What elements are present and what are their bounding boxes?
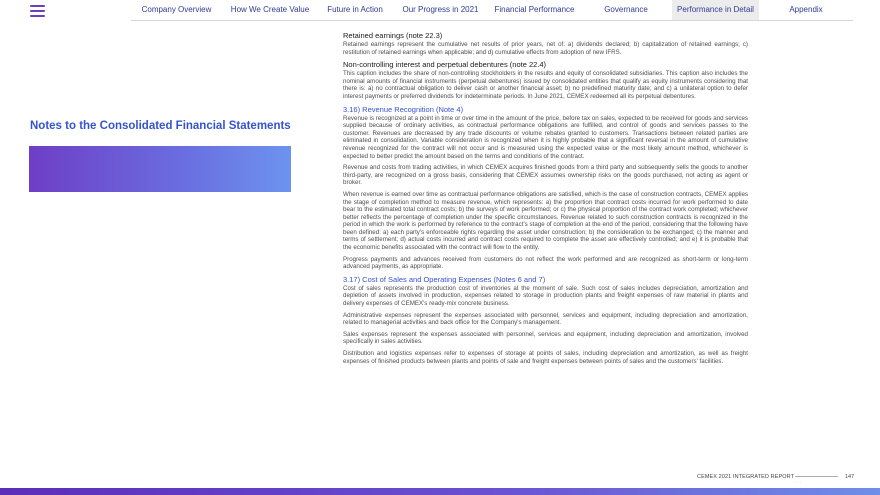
main-content bbox=[343, 31, 748, 369]
nav-item-appendix[interactable]: Appendix bbox=[789, 5, 823, 14]
footer-page-number: 147 bbox=[845, 474, 855, 480]
menu-icon-bar bbox=[30, 15, 45, 17]
bottom-gradient-bar bbox=[0, 488, 880, 495]
menu-icon-bar bbox=[30, 10, 45, 12]
footer-divider bbox=[795, 476, 838, 477]
retained-earnings-heading: Retained earnings (note 22.3) bbox=[343, 31, 443, 40]
menu-icon-bar bbox=[30, 5, 45, 7]
top-navigation bbox=[131, 0, 853, 21]
revenue-paragraph: When revenue is earned over time as contractual performance obligations are satisfied, which is the case of construction contracts, CEMEX applies the stage of completion method to measure revenue, which represents: a) the proportion that contract costs incurred for work performed to date bear to the estimated total contract costs; b) the surveys of work performed; or c) the physical proportion of the contract work completed; whichever better reflects the percentage of completion under the specific circumstances. Revenue related to such construction contracts is recognized in the period in which the work is performed by reference to the contract's stage of completion at the end of the period, considering that the following have been defined: a) each party's enforceable rights regarding the asset under construction; b) the consideration to be exchanged; c) the manner and terms of settlement; d) actual costs incurred and contract costs required to complete the asset are effectively controlled; and e) it is probable that the economic benefits associated with the contract will flow to the entity. bbox=[343, 190, 748, 252]
footer-progress-dots: · · · bbox=[795, 480, 802, 485]
cost-paragraph: Distribution and logistics expenses refer to expenses of storage at points of sales, including depreciation and amortization, as well as freight expenses of finished products between plants and points of sale and freight expenses between points of sales and the customers' facilities. bbox=[343, 350, 748, 365]
nav-item-financial-performance[interactable]: Financial Performance bbox=[494, 5, 575, 14]
nav-item-company-overview[interactable]: Company Overview bbox=[141, 5, 212, 14]
revenue-paragraph: Revenue is recognized at a point in time or over time in the amount of the price, before tax on sales, expected to be received for goods and services supplied because of ordinary activities, as contractual performance obligations are fulfilled, and control of goods and services passes to the customer. Revenues are decreased by any trade discounts or volume rebates granted to customers. Transactions between related parties are eliminated in consolidation. Variable consideration is recognized when it is highly probable that a significant reversal in the amount of cumulative revenue recognized for the contract will not occur and is measured using the expected value or the most likely amount method, whichever is expected to better predict the amount based on the terms and conditions of the contract. bbox=[343, 114, 748, 160]
cost-paragraph: Sales expenses represent the expenses associated with personnel, services and equipment, including depreciation and amortization, involved specifically in sales activities. bbox=[343, 330, 748, 346]
nav-item-how-we-create-value[interactable]: How We Create Value bbox=[230, 5, 310, 14]
nav-item-our-progress-2021[interactable]: Our Progress in 2021 bbox=[402, 5, 479, 14]
revenue-paragraph: Progress payments and advances received from customers do not reflect the work performed and are recognized as short-term or long-term advanced payments, as appropriate. bbox=[343, 255, 748, 271]
revenue-paragraph: Revenue and costs from trading activities, in which CEMEX acquires finished goods from a third party and subsequently sells the goods to another third-party, are recognized on a gross basis, considering that CEMEX assumes ownership risks on the goods purchased, not acting as agent or broker. bbox=[343, 164, 748, 187]
cost-paragraph: Cost of sales represents the production cost of inventories at the moment of sale. Such cost of sales includes depreciation, amortization and depletion of assets involved in production, expenses related to storage in production plants and freight expenses of raw material in plants and delivery expenses of CEMEX's ready-mix concrete business. bbox=[343, 284, 748, 308]
nav-item-governance[interactable]: Governance bbox=[604, 5, 648, 14]
section-banner bbox=[29, 146, 291, 192]
retained-earnings-text: Retained earnings represent the cumulative net results of prior years, net of: a) dividends declared; b) capitalization of retained earnings; c) restitution of retained earnings when applicable; and d) cumulative effects from adoption of new IFRS. bbox=[343, 41, 748, 56]
footer-report-name: CEMEX 2021 INTEGRATED REPORT bbox=[697, 474, 795, 480]
menu-icon[interactable] bbox=[30, 5, 45, 18]
nav-item-performance-in-detail[interactable]: Performance in Detail bbox=[672, 0, 759, 20]
cost-of-sales-heading: 3.17) Cost of Sales and Operating Expenses (Notes 6 and 7) bbox=[343, 274, 546, 284]
nci-text: This caption includes the share of non-controlling stockholders in the results and equity of consolidated subsidiaries. This caption also includes the nominal amounts of financial instruments (perpetual debentures) issued by consolidated entities that qualify as equity instruments considering that there is: a) no contractual obligation to deliver cash or another financial asset; b) no predefined maturity date; and c) a unilateral option to defer interest payments or preferred dividends for indeterminate periods. In June 2021, CEMEX redeemed all its perpetual debentures. bbox=[343, 70, 748, 100]
section-title: Notes to the Consolidated Financial Statements bbox=[30, 120, 291, 132]
nav-item-future-in-action[interactable]: Future in Action bbox=[327, 5, 383, 14]
cost-paragraph: Administrative expenses represent the expenses associated with personnel, services and equipment, including depreciation and amortization, related to managerial activities and back office for the Company's management. bbox=[343, 311, 748, 327]
nci-heading: Non-controlling interest and perpetual debentures (note 22.4) bbox=[343, 60, 547, 70]
revenue-recognition-heading: 3.16) Revenue Recognition (Note 4) bbox=[343, 104, 464, 114]
